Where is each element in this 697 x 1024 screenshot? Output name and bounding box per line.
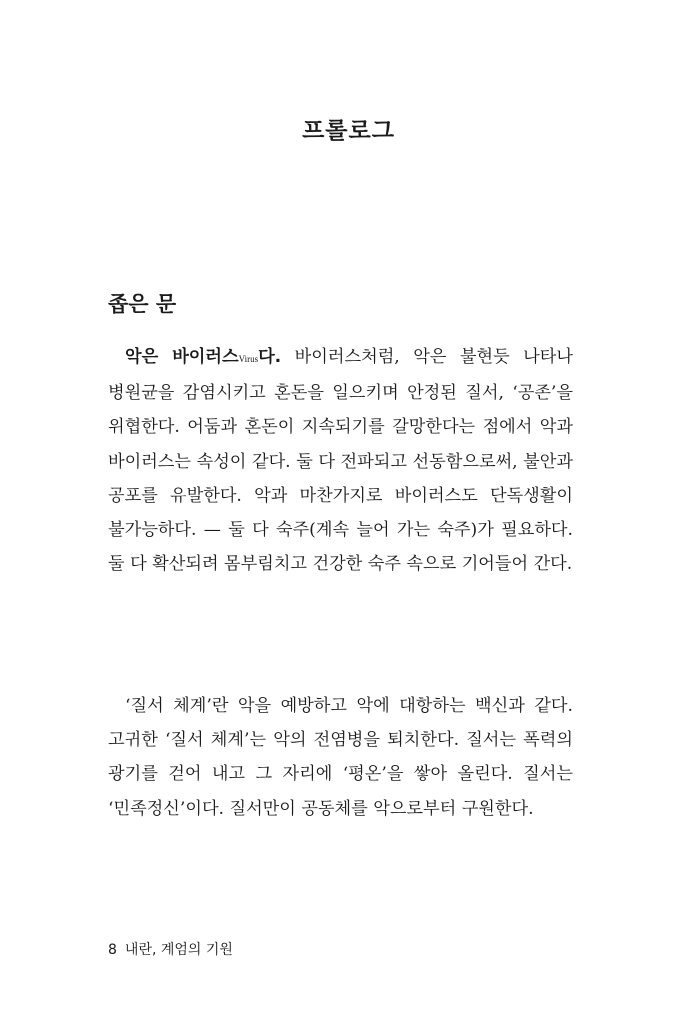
running-title: 내란, 계엄의 기원	[124, 942, 233, 958]
section-title: 좁은 문	[108, 292, 177, 316]
paragraph-1	[108, 340, 573, 581]
paragraph-1-lead: 악은 바이러스Virus다.	[125, 347, 282, 367]
paragraph-1-body: 바이러스처럼, 악은 불현듯 나타나 병원균을 감염시키고 혼돈을 일으키며 안정된 질서, ‘공존’을 위협한다. 어둠과 혼돈이 지속되기를 갈망한다는 점에서 악과 바이러스는 속성이 같다. 둘 다 전파되고 선동함으로써, 불안과 공포를 유발한다. 악과 마찬가지로 바이러스도 단독생활이 불가능하다. — 둘 다 숙주(계속 늘어 가는 숙주)가 필요하다. 둘 다 확산되려 몸부림치고 건강한 숙주 속으로 기어들어 간다.	[108, 347, 573, 575]
virus-subscript: Virus	[238, 354, 259, 364]
paragraph-2	[108, 689, 573, 826]
page-number: 8	[108, 942, 117, 958]
paragraph-2-body: ‘질서 체계’란 악을 예방하고 악에 대항하는 백신과 같다. 고귀한 ‘질서 체계’는 악의 전염병을 퇴치한다. 질서는 폭력의 광기를 걷어 내고 그 자리에 ‘평온’을 쌓아 올린다. 질서는 ‘민족정신’이다. 질서만이 공동체를 악으로부터 구원한다.	[108, 696, 573, 819]
page-footer	[108, 939, 233, 959]
chapter-title: 프롤로그	[302, 118, 395, 144]
